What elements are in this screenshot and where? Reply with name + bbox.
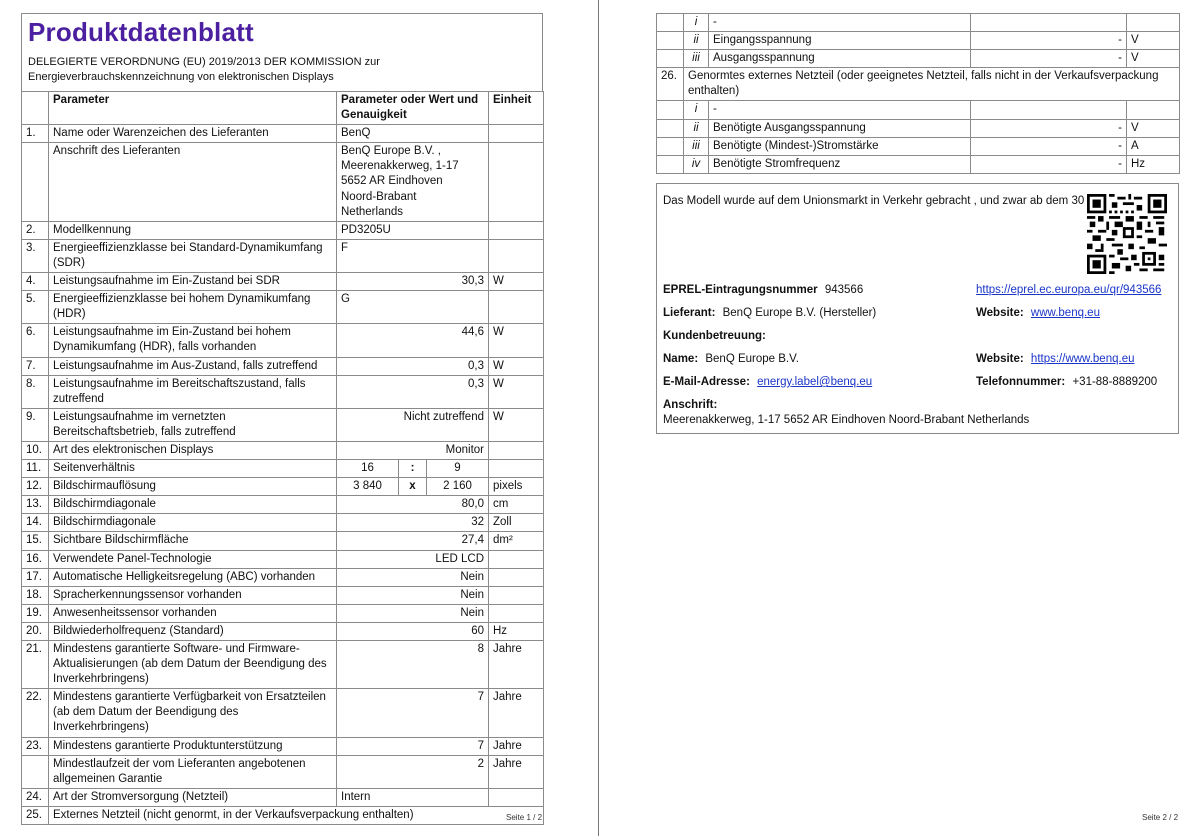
table-row xyxy=(22,375,544,408)
table-row xyxy=(22,532,544,550)
page-2 xyxy=(656,13,1179,174)
row-unit xyxy=(489,221,544,239)
row-number: 9. xyxy=(22,408,49,441)
page-1-footer: Seite 1 / 2 xyxy=(506,813,543,822)
website2-label: Website: xyxy=(976,353,1024,365)
table-row xyxy=(22,408,544,441)
row-number: 23. xyxy=(22,737,49,755)
row-value: G xyxy=(337,291,489,324)
email-label: E-Mail-Adresse: xyxy=(663,376,750,388)
row-parameter: Bildschirmdiagonale xyxy=(49,496,337,514)
row-unit: V xyxy=(1127,119,1180,137)
market-date-text: Das Modell wurde auf dem Unionsmarkt in Verkehr gebracht , und zwar ab dem 30 xyxy=(663,195,1085,207)
table-row xyxy=(657,119,1180,137)
row-number: 26. xyxy=(657,68,684,101)
table-header-row xyxy=(22,92,544,125)
row-parameter: Art der Stromversorgung (Netzteil) xyxy=(49,788,337,806)
row-value: 0,3 xyxy=(337,357,489,375)
row-parameter: Mindestlaufzeit der vom Lieferanten angebotenen allgemeinen Garantie xyxy=(49,755,337,788)
name-label: Name: xyxy=(663,353,699,365)
row-parameter: Leistungsaufnahme im Ein-Zustand bei SDR xyxy=(49,273,337,291)
row-parameter: Ausgangsspannung xyxy=(709,50,971,68)
page-2-footer: Seite 2 / 2 xyxy=(1142,813,1179,822)
table-row xyxy=(657,14,1180,32)
row-parameter: Modellkennung xyxy=(49,221,337,239)
eprel-value: 943566 xyxy=(824,284,864,296)
row-unit: Jahre xyxy=(489,755,544,788)
email-link[interactable]: energy.label@benq.eu xyxy=(757,376,873,388)
row-parameter: - xyxy=(709,101,971,119)
row-value xyxy=(971,14,1127,32)
aspect-height: 9 xyxy=(454,462,461,475)
qr-code-icon[interactable] xyxy=(1087,194,1167,274)
row-value: Nein xyxy=(337,568,489,586)
table-row xyxy=(22,460,544,478)
row-value: 44,6 xyxy=(337,324,489,357)
row-value: - xyxy=(971,50,1127,68)
table-row xyxy=(22,586,544,604)
row-number: 6. xyxy=(22,324,49,357)
eprel-label: EPREL-Eintragungsnummer xyxy=(663,284,818,296)
row-parameter: Leistungsaufnahme im Bereitschaftszustand, falls zutreffend xyxy=(49,375,337,408)
row-unit: dm² xyxy=(489,532,544,550)
row-value: LED LCD xyxy=(337,550,489,568)
phone-value: +31-88-8889200 xyxy=(1072,376,1158,388)
table-row xyxy=(22,788,544,806)
row-unit: W xyxy=(489,273,544,291)
row-parameter: Leistungsaufnahme im Aus-Zustand, falls zutreffend xyxy=(49,357,337,375)
table-row xyxy=(22,357,544,375)
row-parameter: Externes Netzteil (nicht genormt, in der Verkaufsverpackung enthalten) xyxy=(49,806,544,824)
address-value: Meerenakkerweg, 1-17 5652 AR Eindhoven Noord-Brabant Netherlands xyxy=(663,414,1030,426)
row-value: 32 xyxy=(337,514,489,532)
row-unit xyxy=(489,788,544,806)
sub-index: i xyxy=(684,14,709,32)
power-supply-table xyxy=(656,13,1180,174)
table-row xyxy=(22,441,544,459)
row-value: Nein xyxy=(337,586,489,604)
document-title: Produktdatenblatt xyxy=(28,17,254,47)
row-number: 25. xyxy=(22,806,49,824)
table-row xyxy=(22,604,544,622)
row-unit: Hz xyxy=(1127,155,1180,173)
row-parameter: Verwendete Panel-Technologie xyxy=(49,550,337,568)
row-unit: Jahre xyxy=(489,641,544,689)
row-number xyxy=(22,755,49,788)
row-value: 0,3 xyxy=(337,375,489,408)
row-number xyxy=(657,32,684,50)
row-parameter: Bildwiederholfrequenz (Standard) xyxy=(49,622,337,640)
row-number: 14. xyxy=(22,514,49,532)
row-unit xyxy=(489,125,544,143)
row-unit: cm xyxy=(489,496,544,514)
row-unit: W xyxy=(489,357,544,375)
row-parameter: Leistungsaufnahme im Ein-Zustand bei hohem Dynamikumfang (HDR), falls vorhanden xyxy=(49,324,337,357)
regulation-subtitle: DELEGIERTE VERORDNUNG (EU) 2019/2013 DER KOMMISSION zur Energieverbrauchskennzeichnung von elektronischen Displays xyxy=(28,56,380,83)
row-unit: A xyxy=(1127,137,1180,155)
row-parameter: Sichtbare Bildschirmfläche xyxy=(49,532,337,550)
row-value-split xyxy=(337,478,489,496)
table-row xyxy=(22,755,544,788)
row-parameter: Anschrift des Lieferanten xyxy=(49,143,337,221)
resolution-width: 3 840 xyxy=(337,478,399,495)
eprel-link[interactable]: https://eprel.ec.europa.eu/qr/943566 xyxy=(976,284,1162,296)
name-value: BenQ Europe B.V. xyxy=(705,353,799,365)
row-number: 3. xyxy=(22,239,49,272)
row-unit xyxy=(1127,14,1180,32)
row-value: 30,3 xyxy=(337,273,489,291)
page-1 xyxy=(21,13,543,825)
row-unit: Hz xyxy=(489,622,544,640)
row-number xyxy=(657,137,684,155)
row-value: 2 xyxy=(337,755,489,788)
table-row xyxy=(22,143,544,221)
row-number xyxy=(657,50,684,68)
table-row xyxy=(657,50,1180,68)
row-number: 18. xyxy=(22,586,49,604)
service-name-row xyxy=(663,352,799,367)
row-value: - xyxy=(971,155,1127,173)
website-link[interactable]: www.benq.eu xyxy=(1030,307,1100,319)
row-value: 60 xyxy=(337,622,489,640)
aspect-separator: : xyxy=(399,460,427,477)
row-parameter: Eingangsspannung xyxy=(709,32,971,50)
row-number: 4. xyxy=(22,273,49,291)
row-parameter: Name oder Warenzeichen des Lieferanten xyxy=(49,125,337,143)
table-row xyxy=(22,273,544,291)
row-parameter: Bildschirmauflösung xyxy=(49,478,337,496)
table-row xyxy=(22,291,544,324)
eprel-number-row xyxy=(663,283,863,298)
row-value: F xyxy=(337,239,489,272)
table-row xyxy=(657,32,1180,50)
row-parameter: Anwesenheitssensor vorhanden xyxy=(49,604,337,622)
eprel-info-box xyxy=(656,183,1179,434)
row-value: - xyxy=(971,119,1127,137)
row-unit: Jahre xyxy=(489,689,544,737)
table-row xyxy=(22,221,544,239)
table-row xyxy=(657,68,1180,101)
service-website-link[interactable]: https://www.benq.eu xyxy=(1030,353,1135,365)
row-unit: Jahre xyxy=(489,737,544,755)
table-row xyxy=(22,641,544,689)
table-row xyxy=(22,478,544,496)
row-parameter: Genormtes externes Netzteil (oder geeignetes Netzteil, falls nicht in der Verkaufsverpackung enthalten) xyxy=(684,68,1180,101)
table-row xyxy=(22,806,544,824)
resolution-height: 2 160 xyxy=(443,480,472,493)
page-1-header xyxy=(21,13,543,91)
address-label: Anschrift: xyxy=(663,399,718,411)
row-number: 8. xyxy=(22,375,49,408)
sub-index: i xyxy=(684,101,709,119)
row-parameter: Mindestens garantierte Verfügbarkeit von Ersatzteilen (ab dem Datum der Beendigung des Inverkehrbringens) xyxy=(49,689,337,737)
phone-row xyxy=(976,375,1157,390)
header-param: Parameter xyxy=(49,92,337,125)
row-unit: W xyxy=(489,408,544,441)
page-divider xyxy=(598,0,599,836)
row-number: 16. xyxy=(22,550,49,568)
row-number: 5. xyxy=(22,291,49,324)
row-unit xyxy=(1127,101,1180,119)
row-parameter: Mindestens garantierte Software- und Firmware-Aktualisierungen (ab dem Datum der Beendigung des Inverkehrbringens) xyxy=(49,641,337,689)
row-number: 12. xyxy=(22,478,49,496)
sub-index: ii xyxy=(684,32,709,50)
row-value: Nein xyxy=(337,604,489,622)
row-number: 10. xyxy=(22,441,49,459)
row-value-split xyxy=(337,460,489,478)
row-number xyxy=(657,155,684,173)
row-value: Intern xyxy=(337,788,489,806)
row-parameter: Energieeffizienzklasse bei Standard-Dynamikumfang (SDR) xyxy=(49,239,337,272)
row-number xyxy=(657,101,684,119)
row-number xyxy=(657,14,684,32)
row-parameter: Benötigte Ausgangsspannung xyxy=(709,119,971,137)
row-unit: V xyxy=(1127,32,1180,50)
row-unit xyxy=(489,239,544,272)
row-number: 21. xyxy=(22,641,49,689)
resolution-separator: x xyxy=(399,478,427,495)
row-number: 1. xyxy=(22,125,49,143)
row-unit xyxy=(489,604,544,622)
row-value: 80,0 xyxy=(337,496,489,514)
row-number: 19. xyxy=(22,604,49,622)
row-unit xyxy=(489,460,544,478)
website-row xyxy=(976,306,1100,321)
row-unit xyxy=(489,568,544,586)
row-value: PD3205U xyxy=(337,221,489,239)
table-row xyxy=(22,324,544,357)
row-unit xyxy=(489,550,544,568)
table-row xyxy=(22,125,544,143)
row-value: Monitor xyxy=(337,441,489,459)
row-unit: W xyxy=(489,324,544,357)
row-number: 13. xyxy=(22,496,49,514)
row-unit xyxy=(489,441,544,459)
row-value: - xyxy=(971,32,1127,50)
row-value: BenQ Europe B.V. , Meerenakkerweg, 1-17 5652 AR Eindhoven Noord-Brabant Netherlands xyxy=(337,143,489,221)
table-row xyxy=(22,737,544,755)
row-unit: pixels xyxy=(489,478,544,496)
row-unit xyxy=(489,291,544,324)
row-parameter: Bildschirmdiagonale xyxy=(49,514,337,532)
row-number: 7. xyxy=(22,357,49,375)
row-parameter: - xyxy=(709,14,971,32)
aspect-width: 16 xyxy=(337,460,399,477)
service-website-row xyxy=(976,352,1134,367)
website-label: Website: xyxy=(976,307,1024,319)
row-parameter: Seitenverhältnis xyxy=(49,460,337,478)
header-value: Parameter oder Wert und Genauigkeit xyxy=(337,92,489,125)
table-row xyxy=(22,239,544,272)
row-value: 7 xyxy=(337,689,489,737)
row-parameter: Automatische Helligkeitsregelung (ABC) vorhanden xyxy=(49,568,337,586)
customer-service-heading: Kundenbetreuung: xyxy=(663,330,766,342)
row-parameter: Spracherkennungssensor vorhanden xyxy=(49,586,337,604)
row-value: - xyxy=(971,137,1127,155)
sub-index: iii xyxy=(684,50,709,68)
row-value: BenQ xyxy=(337,125,489,143)
row-number: 22. xyxy=(22,689,49,737)
row-value: 8 xyxy=(337,641,489,689)
header-num xyxy=(22,92,49,125)
sub-index: ii xyxy=(684,119,709,137)
row-number: 15. xyxy=(22,532,49,550)
row-value: 27,4 xyxy=(337,532,489,550)
header-unit: Einheit xyxy=(489,92,544,125)
row-parameter: Benötigte Stromfrequenz xyxy=(709,155,971,173)
row-unit: Zoll xyxy=(489,514,544,532)
sub-index: iv xyxy=(684,155,709,173)
row-parameter: Art des elektronischen Displays xyxy=(49,441,337,459)
table-row xyxy=(22,568,544,586)
supplier-value: BenQ Europe B.V. (Hersteller) xyxy=(722,307,877,319)
supplier-label: Lieferant: xyxy=(663,307,716,319)
supplier-row xyxy=(663,306,876,321)
table-row xyxy=(22,496,544,514)
row-number xyxy=(657,119,684,137)
phone-label: Telefonnummer: xyxy=(976,376,1066,388)
table-row xyxy=(657,155,1180,173)
row-parameter: Mindestens garantierte Produktunterstützung xyxy=(49,737,337,755)
row-unit xyxy=(489,143,544,221)
table-row xyxy=(22,622,544,640)
table-row xyxy=(22,514,544,532)
row-number: 20. xyxy=(22,622,49,640)
row-number xyxy=(22,143,49,221)
row-number: 2. xyxy=(22,221,49,239)
row-value xyxy=(971,101,1127,119)
row-number: 24. xyxy=(22,788,49,806)
parameter-table xyxy=(21,91,544,825)
table-row xyxy=(657,137,1180,155)
row-parameter: Benötigte (Mindest-)Stromstärke xyxy=(709,137,971,155)
row-value: 7 xyxy=(337,737,489,755)
table-row xyxy=(22,689,544,737)
row-number: 11. xyxy=(22,460,49,478)
email-row xyxy=(663,375,872,390)
row-number: 17. xyxy=(22,568,49,586)
sub-index: iii xyxy=(684,137,709,155)
row-unit: W xyxy=(489,375,544,408)
table-row xyxy=(22,550,544,568)
row-parameter: Leistungsaufnahme im vernetzten Bereitschaftsbetrieb, falls zutreffend xyxy=(49,408,337,441)
row-unit: V xyxy=(1127,50,1180,68)
table-row xyxy=(657,101,1180,119)
row-unit xyxy=(489,586,544,604)
row-value: Nicht zutreffend xyxy=(337,408,489,441)
row-parameter: Energieeffizienzklasse bei hohem Dynamikumfang (HDR) xyxy=(49,291,337,324)
